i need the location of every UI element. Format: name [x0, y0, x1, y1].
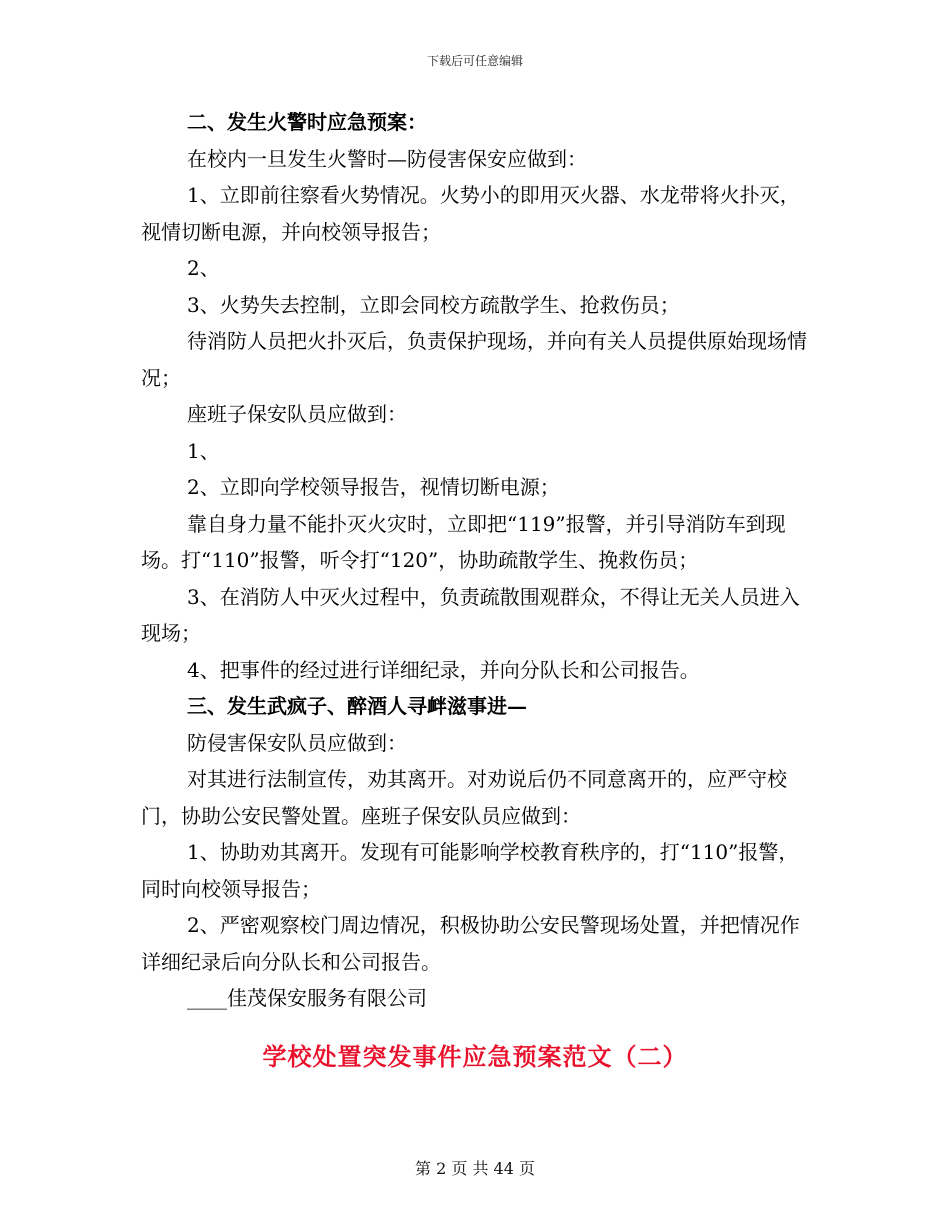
- paragraph: 2、立即向学校领导报告，视情切断电源；: [187, 475, 560, 499]
- paragraph: 2、严密观察校门周边情况，积极协助公安民警现场处置，并把情况作详细纪录后向分队长和公司报告。: [141, 913, 800, 974]
- paragraph: 3、在消防人中灭火过程中，负责疏散围观群众，不得让无关人员进入现场；: [141, 584, 800, 645]
- paragraph: 靠自身力量不能扑灭火灾时，立即把“119”报警，并引导消防车到现场。打“110”报警，听令打“120”，协助疏散学生、挽救伤员；: [141, 511, 786, 572]
- paragraph: 3、火势失去控制，立即会同校方疏散学生、抢救伤员；: [187, 292, 680, 317]
- paragraph: 待消防人员把火扑灭后，负责保护现场，并向有关人员提供原始现场情况；: [141, 329, 807, 390]
- paragraph: 座班子保安队员应做到：: [187, 402, 407, 426]
- header-note: 下载后可任意编辑: [426, 54, 523, 68]
- page-footer: 第 2 页 共 44 页: [415, 1159, 535, 1178]
- paragraph: 在校内一旦发生火警时—防侵害保安应做到：: [187, 146, 587, 171]
- paragraph: 4、把事件的经过进行详细纪录，并向分队长和公司报告。: [187, 657, 700, 682]
- paragraph: 1、: [187, 438, 220, 463]
- document-body: [141, 104, 811, 1017]
- section-title: 学校处置突发事件应急预案范文（二）: [262, 1042, 688, 1071]
- paragraph: 2、: [187, 256, 220, 280]
- paragraph: 1、立即前往察看火势情况。火势小的即用灭火器、水龙带将火扑灭，视情切断电源，并向校领导报告；: [141, 183, 800, 244]
- signature-line: ____佳茂保安服务有限公司: [187, 986, 427, 1010]
- paragraph: 1、协助劝其离开。发现有可能影响学校教育秩序的，打“110”报警，同时向校领导报告；: [141, 840, 799, 901]
- paragraph: 对其进行法制宣传，劝其离开。对劝说后仍不同意离开的，应严守校门，协助公安民警处置。座班子保安队员应做到：: [141, 767, 787, 828]
- paragraph: 防侵害保安队员应做到：: [187, 730, 407, 755]
- section-heading-disturbance: 三、发生武疯子、醉酒人寻衅滋事进—: [187, 694, 527, 718]
- section-heading-fire: 二、发生火警时应急预案：: [187, 110, 427, 134]
